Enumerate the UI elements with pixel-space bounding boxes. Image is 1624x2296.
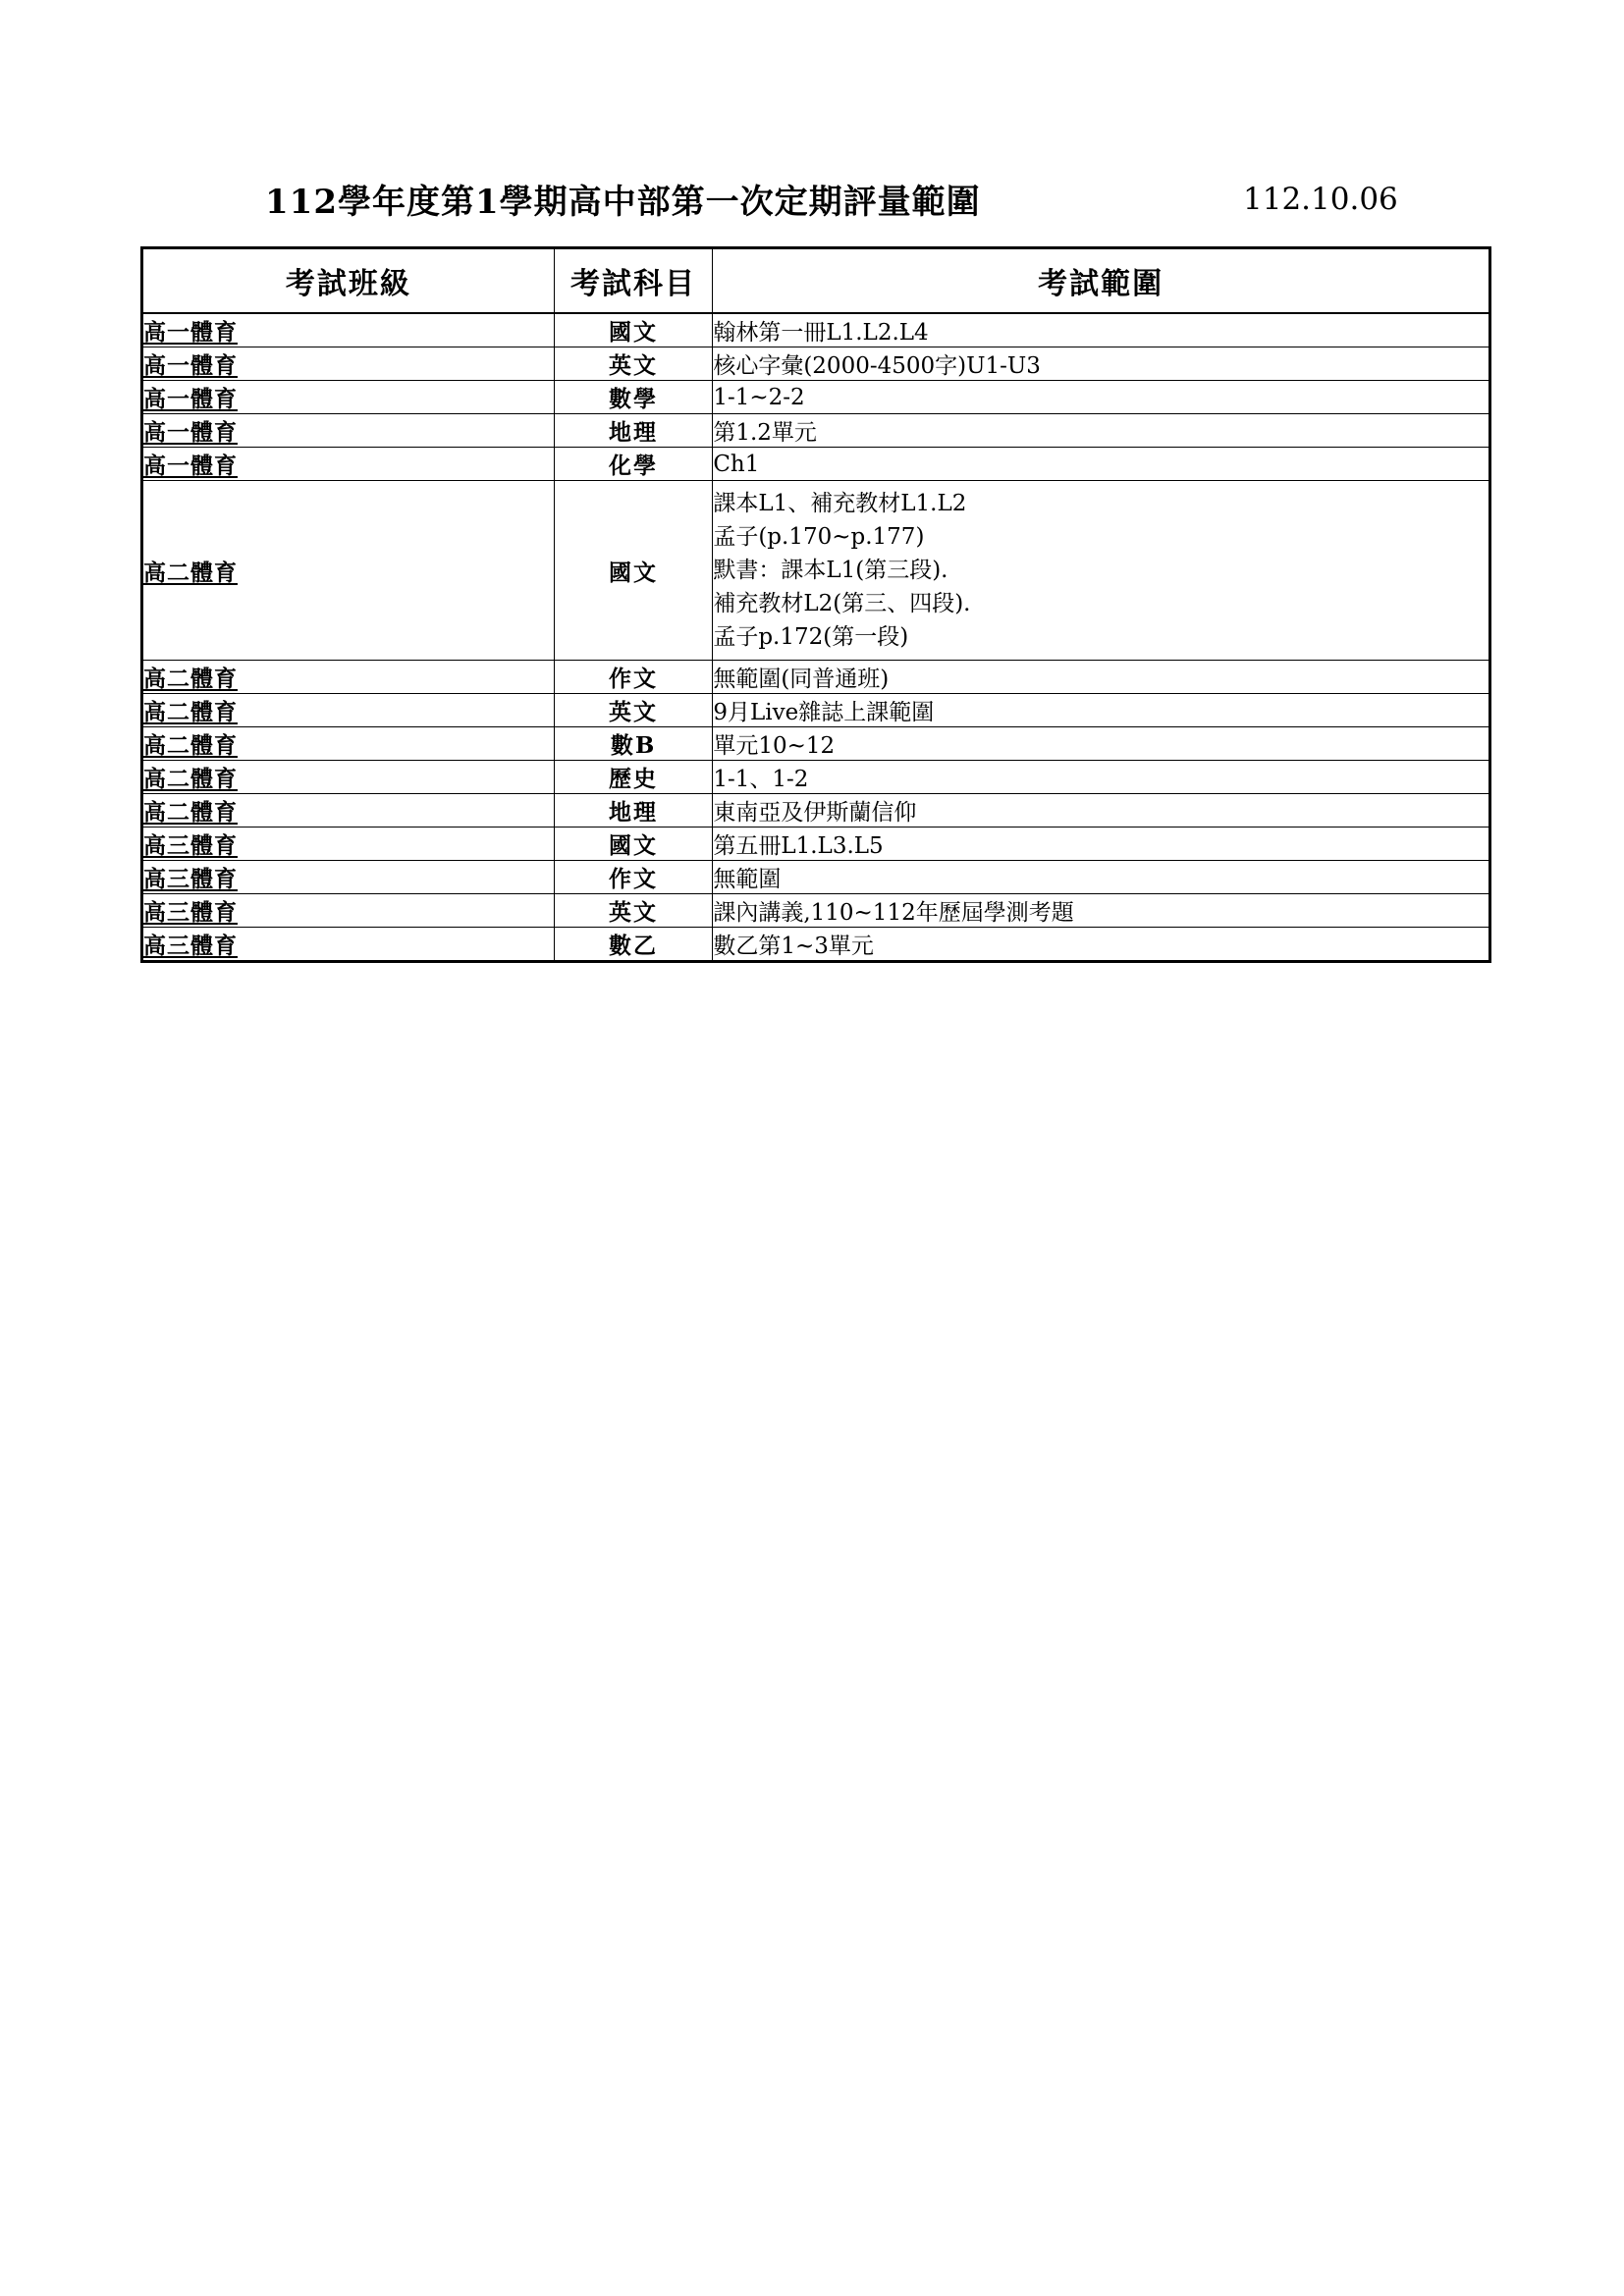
range-text: 第1.2單元: [713, 420, 817, 446]
table-row: [142, 894, 1490, 928]
subject-cell: 數學: [554, 381, 713, 414]
column-header-range: 考試範圍: [713, 248, 1490, 314]
class-cell: 高一體育: [142, 414, 555, 448]
range-cell: [713, 381, 1490, 414]
range-cell: [713, 828, 1490, 861]
range-cell: [713, 313, 1490, 347]
class-cell: 高二體育: [142, 727, 555, 761]
table-row: [142, 414, 1490, 448]
range-text: 默書：課本L1(第三段).: [713, 558, 948, 583]
class-cell: 高三體育: [142, 894, 555, 928]
range-text: 孟子p.172(第一段): [713, 624, 909, 650]
exam-scope-table: [140, 246, 1491, 963]
range-cell: [713, 727, 1490, 761]
range-text: Ch1: [713, 451, 760, 477]
range-cell: [713, 894, 1490, 928]
table-row: [142, 448, 1490, 481]
range-text: 無範圍(同普通班): [713, 667, 890, 692]
table-row: [142, 481, 1490, 661]
range-text: 補充教材L2(第三、四段).: [713, 591, 971, 616]
subject-cell: 數B: [554, 727, 713, 761]
range-text: 課內講義,110~112年歷屆學測考題: [713, 900, 1074, 926]
range-cell: [713, 347, 1490, 381]
table-row: [142, 928, 1490, 962]
range-text: 第五冊L1.L3.L5: [713, 833, 884, 859]
range-text: 課本L1、補充教材L1.L2: [713, 491, 967, 516]
class-cell: 高一體育: [142, 313, 555, 347]
class-cell: 高一體育: [142, 347, 555, 381]
class-cell: 高三體育: [142, 928, 555, 962]
subject-cell: 歷史: [554, 761, 713, 794]
subject-cell: 地理: [554, 794, 713, 828]
range-text: 翰林第一冊L1.L2.L4: [713, 320, 929, 346]
range-text: 數乙第1~3單元: [713, 934, 874, 959]
table-row: [142, 828, 1490, 861]
range-text: 1-1、1-2: [713, 767, 809, 792]
subject-cell: 英文: [554, 894, 713, 928]
subject-cell: 國文: [554, 481, 713, 661]
range-cell: [713, 414, 1490, 448]
table-header-row: [142, 248, 1490, 314]
range-text: 東南亞及伊斯蘭信仰: [713, 800, 917, 826]
range-cell: [713, 661, 1490, 694]
range-cell: [713, 694, 1490, 727]
subject-cell: 英文: [554, 347, 713, 381]
range-cell: [713, 448, 1490, 481]
class-cell: 高一體育: [142, 448, 555, 481]
subject-cell: 作文: [554, 661, 713, 694]
subject-cell: 國文: [554, 828, 713, 861]
class-cell: 高二體育: [142, 761, 555, 794]
range-text: 1-1~2-2: [713, 384, 805, 410]
range-text: 核心字彙(2000-4500字)U1-U3: [713, 353, 1041, 379]
table-row: [142, 861, 1490, 894]
subject-cell: 數乙: [554, 928, 713, 962]
table-row: [142, 761, 1490, 794]
range-cell: [713, 794, 1490, 828]
table-row: [142, 347, 1490, 381]
class-cell: 高二體育: [142, 661, 555, 694]
range-text: 無範圍: [713, 867, 782, 892]
range-cell: [713, 481, 1490, 661]
table-row: [142, 727, 1490, 761]
table-row: [142, 694, 1490, 727]
table-row: [142, 794, 1490, 828]
table-body: [142, 313, 1490, 962]
page-title: 112學年度第1學期高中部第一次定期評量範圍: [265, 183, 981, 222]
range-text: 9月Live雜誌上課範圍: [713, 700, 935, 725]
class-cell: 高二體育: [142, 481, 555, 661]
subject-cell: 英文: [554, 694, 713, 727]
class-cell: 高一體育: [142, 381, 555, 414]
table-row: [142, 313, 1490, 347]
range-text: 孟子(p.170~p.177): [713, 524, 925, 550]
subject-cell: 國文: [554, 313, 713, 347]
range-cell: [713, 861, 1490, 894]
range-cell: [713, 928, 1490, 962]
class-cell: 高三體育: [142, 861, 555, 894]
subject-cell: 化學: [554, 448, 713, 481]
class-cell: 高二體育: [142, 794, 555, 828]
table-row: [142, 381, 1490, 414]
class-cell: 高三體育: [142, 828, 555, 861]
table-row: [142, 661, 1490, 694]
column-header-subject: 考試科目: [554, 248, 713, 314]
subject-cell: 地理: [554, 414, 713, 448]
range-cell: [713, 761, 1490, 794]
document-date: 112.10.06: [1243, 182, 1398, 217]
subject-cell: 作文: [554, 861, 713, 894]
class-cell: 高二體育: [142, 694, 555, 727]
range-text: 單元10~12: [713, 733, 836, 759]
column-header-class: 考試班級: [142, 248, 555, 314]
